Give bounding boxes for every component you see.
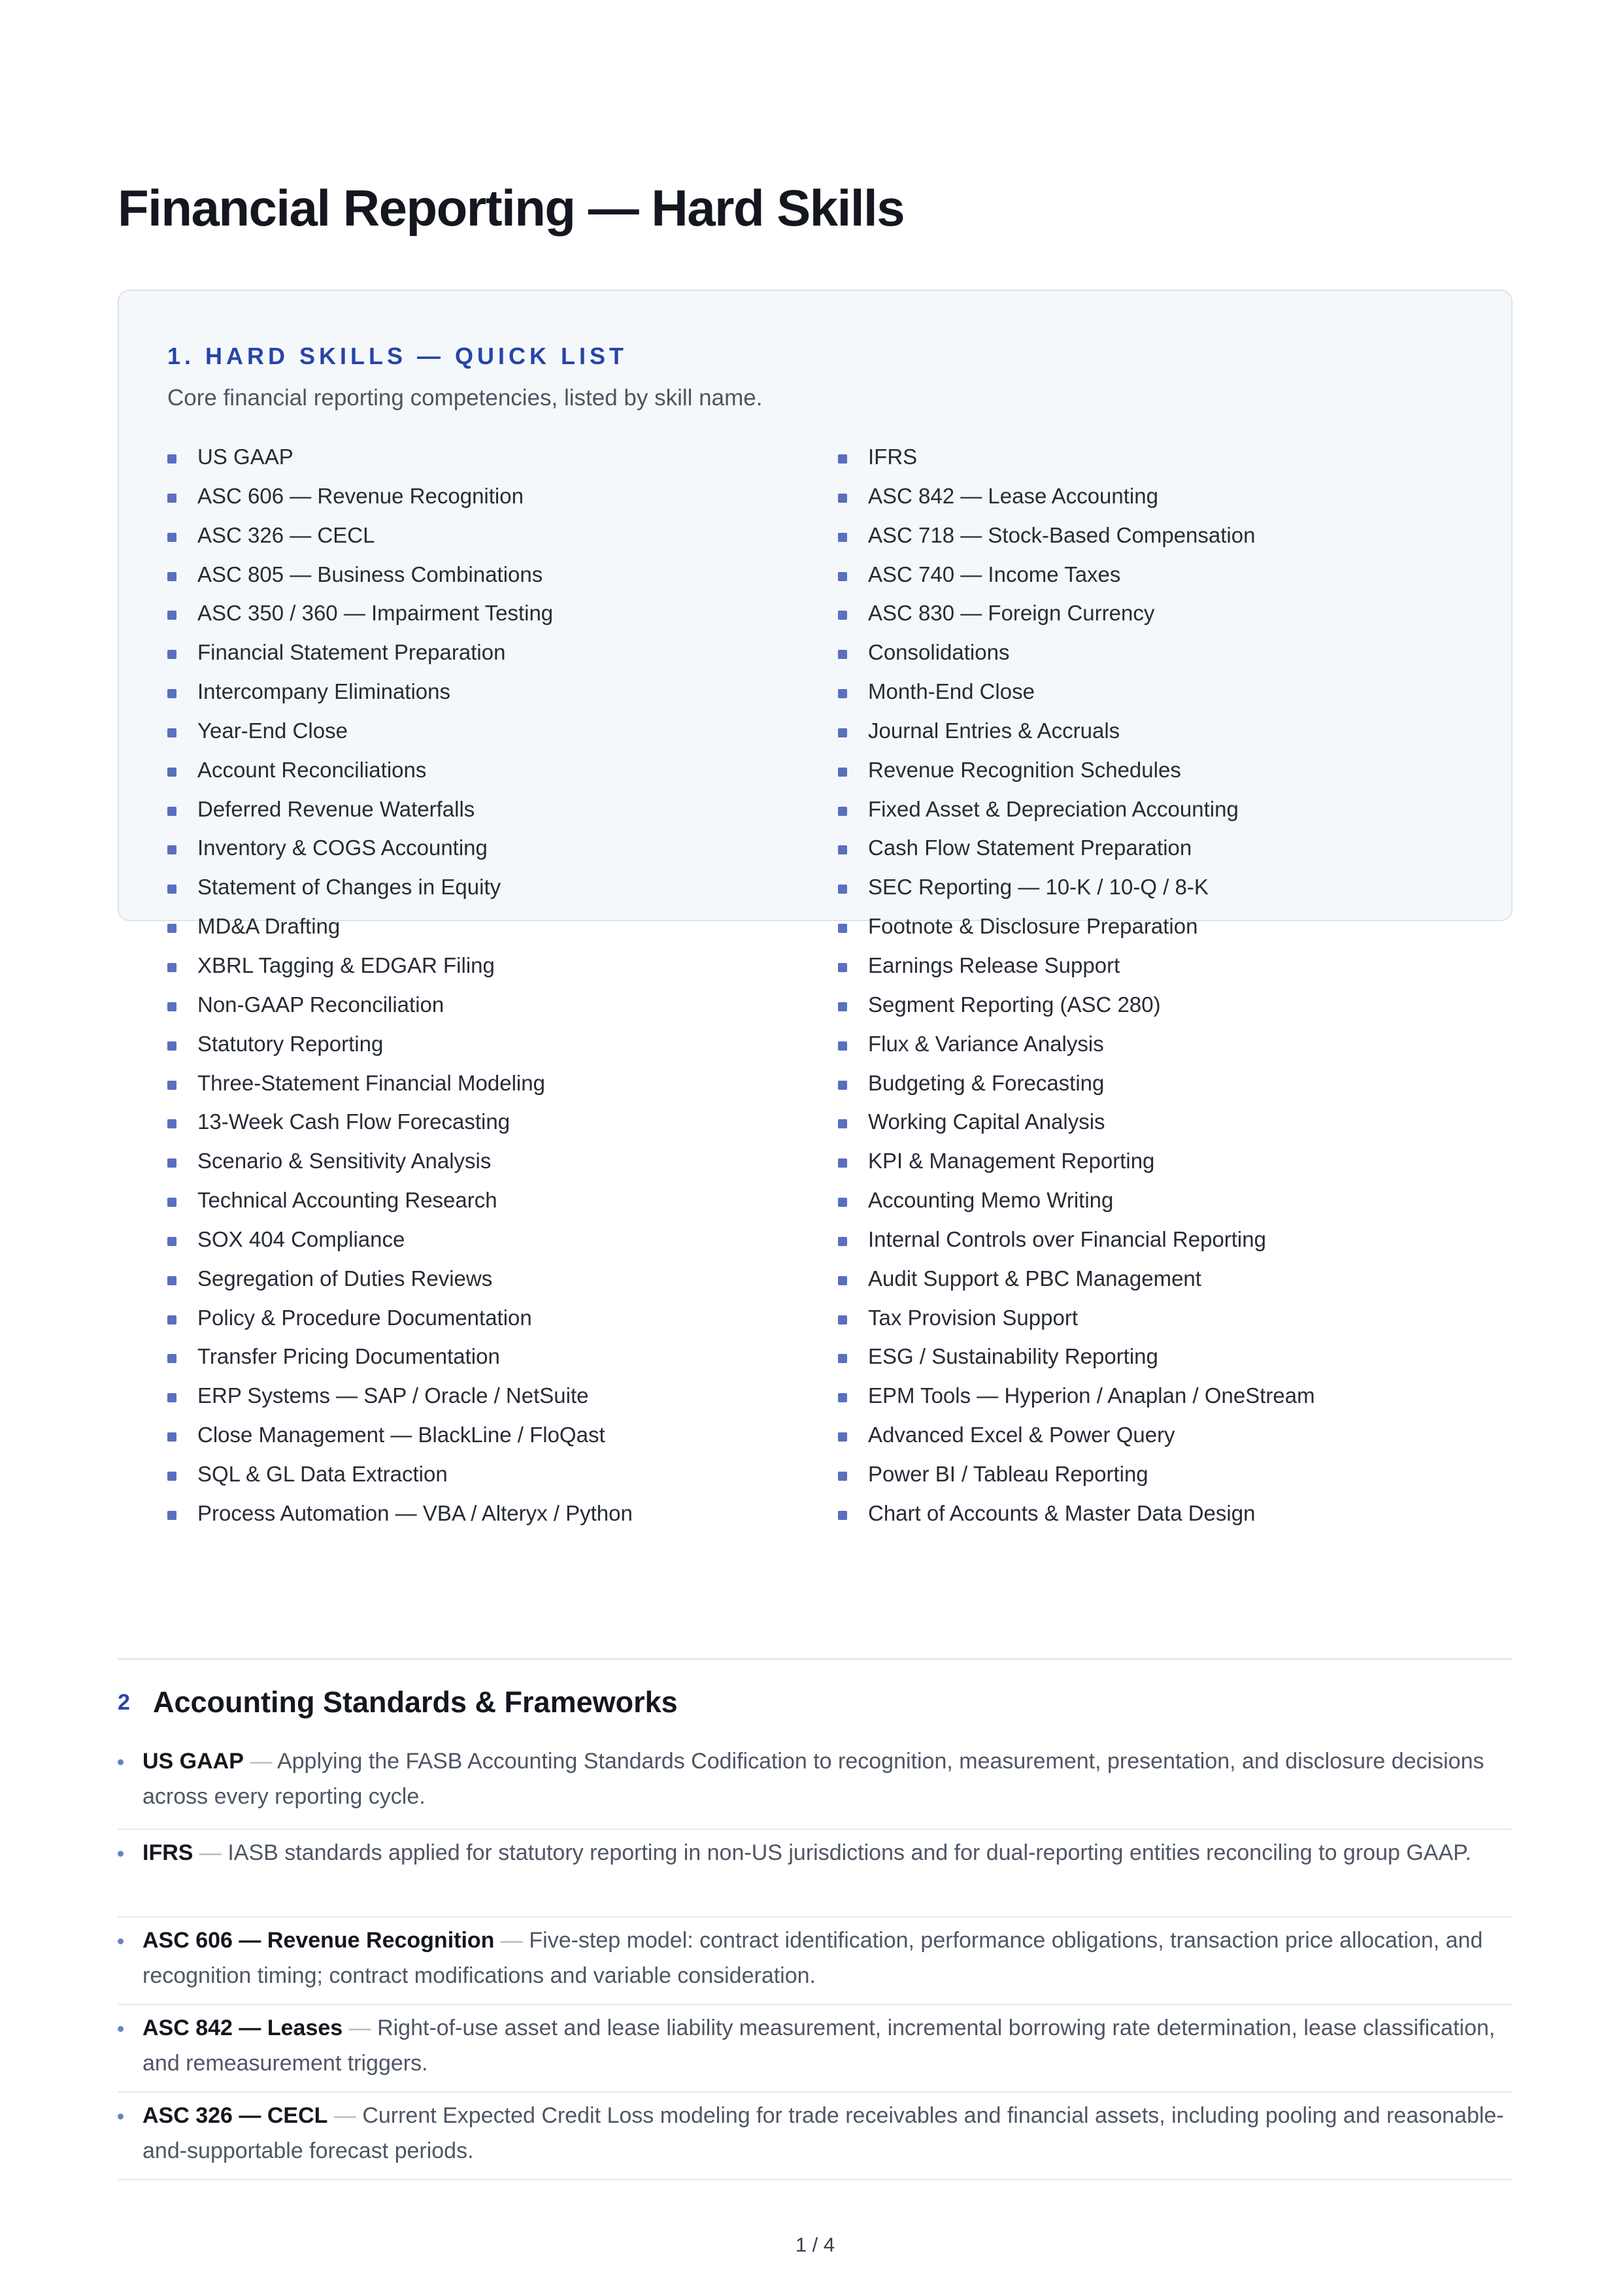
square-bullet-icon — [838, 1393, 847, 1402]
standard-term: ASC 842 — Leases — [142, 2016, 343, 2040]
square-bullet-icon — [167, 1472, 176, 1481]
standards-definition-list — [118, 1742, 1513, 2180]
skill-item — [167, 1460, 795, 1499]
skill-item — [167, 873, 795, 912]
term-separator: — — [250, 1749, 273, 1774]
skill-item — [838, 1147, 1465, 1186]
square-bullet-icon — [838, 885, 847, 894]
square-bullet-icon — [167, 845, 176, 854]
square-bullet-icon — [838, 1237, 847, 1246]
square-bullet-icon — [838, 924, 847, 933]
skill-item — [167, 756, 795, 795]
square-bullet-icon — [167, 1315, 176, 1325]
skill-item — [838, 638, 1465, 677]
square-bullet-icon — [167, 885, 176, 894]
skill-label: Close Management — BlackLine / FloQast — [197, 1423, 605, 1447]
skill-item — [167, 1030, 795, 1069]
square-bullet-icon — [167, 533, 176, 542]
skill-label: SEC Reporting — 10-K / 10-Q / 8-K — [868, 875, 1209, 900]
skill-item — [838, 1069, 1465, 1108]
standard-definition-item — [118, 2093, 1513, 2180]
term-separator: — — [348, 2016, 371, 2040]
skills-right-column — [838, 443, 1465, 1538]
skill-item — [838, 1499, 1465, 1538]
skill-label: Month-End Close — [868, 679, 1035, 704]
standard-definition-item — [118, 1917, 1513, 2005]
skill-label: US GAAP — [197, 445, 293, 469]
skill-item — [838, 1264, 1465, 1304]
square-bullet-icon — [167, 1002, 176, 1011]
bullet-dot-icon — [118, 1938, 124, 1944]
standard-description: IASB standards applied for statutory reporting in non-US jurisdictions and for dual-reporting entities reconciling to group GAAP. — [227, 1840, 1471, 1865]
skill-label: Deferred Revenue Waterfalls — [197, 796, 475, 821]
square-bullet-icon — [838, 1432, 847, 1442]
square-bullet-icon — [167, 689, 176, 698]
skill-item — [838, 521, 1465, 560]
skill-label: Flux & Variance Analysis — [868, 1031, 1104, 1056]
square-bullet-icon — [838, 1315, 847, 1325]
square-bullet-icon — [838, 572, 847, 581]
square-bullet-icon — [838, 611, 847, 620]
skill-item — [167, 912, 795, 951]
skill-item — [838, 834, 1465, 873]
section-title: Accounting Standards & Frameworks — [153, 1685, 678, 1719]
skill-item — [838, 1342, 1465, 1381]
standard-description: Applying the FASB Accounting Standards Codification to recognition, measurement, presentation, and disclosure decisions across every reporting cycle. — [142, 1749, 1484, 1809]
skill-item — [167, 795, 795, 834]
quick-list-card — [118, 290, 1513, 1525]
skill-label: ERP Systems — SAP / Oracle / NetSuite — [197, 1383, 589, 1408]
skill-label: KPI & Management Reporting — [868, 1149, 1155, 1173]
skill-item — [838, 1225, 1465, 1264]
square-bullet-icon — [838, 689, 847, 698]
skill-item — [838, 599, 1465, 638]
square-bullet-icon — [167, 572, 176, 581]
bullet-dot-icon — [118, 2026, 124, 2032]
page-title: Financial Reporting — Hard Skills — [118, 179, 905, 237]
standard-term: IFRS — [142, 1840, 193, 1865]
skill-label: Account Reconciliations — [197, 757, 427, 782]
skill-label: Year-End Close — [197, 718, 348, 743]
skill-label: ESG / Sustainability Reporting — [868, 1344, 1158, 1369]
skill-label: Budgeting & Forecasting — [868, 1070, 1105, 1095]
skill-item — [167, 1421, 795, 1460]
skill-item — [167, 1107, 795, 1147]
skill-item — [167, 1499, 795, 1538]
skill-item — [167, 1264, 795, 1304]
standard-description: Right-of-use asset and lease liability measurement, incremental borrowing rate determination, lease classification, and remeasurement triggers. — [142, 2016, 1496, 2076]
skill-label: Statutory Reporting — [197, 1031, 384, 1056]
section-number: 2 — [118, 1689, 130, 1715]
standard-description: Current Expected Credit Loss modeling for trade receivables and financial assets, including pooling and reasonable-and-supportable forecast periods. — [142, 2103, 1504, 2163]
skill-label: Earnings Release Support — [868, 953, 1120, 977]
skill-label: Statement of Changes in Equity — [197, 875, 501, 900]
skill-label: 13-Week Cash Flow Forecasting — [197, 1109, 510, 1134]
skill-item — [838, 912, 1465, 951]
skill-item — [838, 990, 1465, 1030]
skill-item — [838, 951, 1465, 990]
square-bullet-icon — [838, 728, 847, 737]
square-bullet-icon — [167, 1198, 176, 1207]
skill-label: Non-GAAP Reconciliation — [197, 992, 444, 1017]
skill-label: Footnote & Disclosure Preparation — [868, 914, 1198, 939]
skill-item — [838, 443, 1465, 482]
skill-label: Inventory & COGS Accounting — [197, 836, 488, 860]
square-bullet-icon — [167, 924, 176, 933]
bullet-dot-icon — [118, 2114, 124, 2119]
skill-item — [167, 717, 795, 756]
square-bullet-icon — [167, 807, 176, 816]
skill-item — [167, 599, 795, 638]
skill-item — [167, 1225, 795, 1264]
square-bullet-icon — [167, 728, 176, 737]
document-page — [118, 0, 1513, 2296]
term-separator: — — [199, 1840, 222, 1865]
bullet-dot-icon — [118, 1851, 124, 1857]
quick-list-heading: 1. HARD SKILLS — QUICK LIST — [167, 343, 628, 369]
square-bullet-icon — [167, 454, 176, 464]
skill-label: Cash Flow Statement Preparation — [868, 836, 1192, 860]
skill-label: XBRL Tagging & EDGAR Filing — [197, 953, 495, 977]
skill-label: EPM Tools — Hyperion / Anaplan / OneStream — [868, 1383, 1315, 1408]
square-bullet-icon — [167, 1393, 176, 1402]
section-2-header — [118, 1683, 678, 1722]
skill-item — [167, 560, 795, 599]
skill-label: ASC 842 — Lease Accounting — [868, 483, 1158, 508]
skill-label: Tax Provision Support — [868, 1305, 1078, 1330]
skill-label: Audit Support & PBC Management — [868, 1266, 1201, 1291]
skill-label: Three-Statement Financial Modeling — [197, 1070, 545, 1095]
square-bullet-icon — [838, 454, 847, 464]
skill-item — [838, 677, 1465, 717]
skill-item — [838, 717, 1465, 756]
skill-label: ASC 350 / 360 — Impairment Testing — [197, 601, 554, 626]
skill-item — [167, 1381, 795, 1421]
skill-label: Chart of Accounts & Master Data Design — [868, 1500, 1256, 1525]
square-bullet-icon — [167, 494, 176, 503]
square-bullet-icon — [167, 1511, 176, 1520]
skill-item — [838, 1460, 1465, 1499]
skill-label: Journal Entries & Accruals — [868, 718, 1120, 743]
skill-label: Process Automation — VBA / Alteryx / Python — [197, 1500, 633, 1525]
skill-label: Advanced Excel & Power Query — [868, 1423, 1175, 1447]
square-bullet-icon — [838, 494, 847, 503]
skill-label: Internal Controls over Financial Reporting — [868, 1226, 1266, 1251]
skill-item — [167, 1186, 795, 1225]
skill-label: Policy & Procedure Documentation — [197, 1305, 532, 1330]
square-bullet-icon — [838, 963, 847, 972]
square-bullet-icon — [167, 650, 176, 659]
skill-item — [167, 521, 795, 560]
square-bullet-icon — [167, 1158, 176, 1168]
square-bullet-icon — [167, 1354, 176, 1363]
standard-term: US GAAP — [142, 1749, 244, 1774]
skill-label: SQL & GL Data Extraction — [197, 1461, 448, 1486]
skill-label: Financial Statement Preparation — [197, 640, 506, 665]
square-bullet-icon — [167, 1041, 176, 1051]
skill-item — [838, 1107, 1465, 1147]
skill-item — [167, 677, 795, 717]
standard-definition-item — [118, 1830, 1513, 1917]
skill-item — [838, 1030, 1465, 1069]
skill-label: SOX 404 Compliance — [197, 1226, 405, 1251]
term-separator: — — [500, 1928, 523, 1953]
square-bullet-icon — [167, 1237, 176, 1246]
skill-label: Technical Accounting Research — [197, 1188, 497, 1213]
skill-item — [167, 1069, 795, 1108]
square-bullet-icon — [167, 1081, 176, 1090]
standard-description: Five-step model: contract identification, performance obligations, transaction price allocation, and recognition timing; contract modifications and variable consideration. — [142, 1928, 1483, 1988]
standard-definition-item — [118, 1742, 1513, 1830]
skill-item — [838, 873, 1465, 912]
skill-label: IFRS — [868, 445, 918, 469]
skill-item — [838, 795, 1465, 834]
skill-label: ASC 830 — Foreign Currency — [868, 601, 1155, 626]
skill-label: Segment Reporting (ASC 280) — [868, 992, 1161, 1017]
square-bullet-icon — [838, 1158, 847, 1168]
skill-label: ASC 606 — Revenue Recognition — [197, 483, 524, 508]
term-separator: — — [333, 2103, 356, 2128]
skill-label: ASC 718 — Stock-Based Compensation — [868, 522, 1256, 547]
skill-label: Power BI / Tableau Reporting — [868, 1461, 1148, 1486]
square-bullet-icon — [838, 1119, 847, 1128]
page-number: 1 / 4 — [795, 2233, 835, 2256]
square-bullet-icon — [838, 1511, 847, 1520]
skill-item — [838, 1304, 1465, 1343]
square-bullet-icon — [838, 1472, 847, 1481]
square-bullet-icon — [838, 1002, 847, 1011]
square-bullet-icon — [838, 650, 847, 659]
skill-item — [838, 560, 1465, 599]
skill-label: Segregation of Duties Reviews — [197, 1266, 493, 1291]
skill-item — [167, 990, 795, 1030]
standard-term: ASC 606 — Revenue Recognition — [142, 1928, 495, 1953]
skill-label: ASC 805 — Business Combinations — [197, 562, 543, 586]
skill-item — [838, 756, 1465, 795]
skill-label: Accounting Memo Writing — [868, 1188, 1114, 1213]
bullet-dot-icon — [118, 1759, 124, 1765]
skill-item — [167, 1342, 795, 1381]
skill-item — [838, 1421, 1465, 1460]
skill-label: Fixed Asset & Depreciation Accounting — [868, 796, 1239, 821]
square-bullet-icon — [167, 1276, 176, 1285]
skill-item — [838, 1186, 1465, 1225]
square-bullet-icon — [167, 1119, 176, 1128]
section-divider — [118, 1658, 1513, 1660]
skill-item — [838, 482, 1465, 521]
square-bullet-icon — [838, 1354, 847, 1363]
square-bullet-icon — [838, 1041, 847, 1051]
skill-item — [167, 1147, 795, 1186]
standard-definition-item — [118, 2005, 1513, 2093]
skill-item — [167, 834, 795, 873]
skill-item — [167, 1304, 795, 1343]
square-bullet-icon — [838, 845, 847, 854]
skill-label: ASC 326 — CECL — [197, 522, 375, 547]
skill-item — [167, 443, 795, 482]
skill-label: Consolidations — [868, 640, 1010, 665]
skill-label: Revenue Recognition Schedules — [868, 757, 1181, 782]
square-bullet-icon — [838, 1198, 847, 1207]
skill-label: Working Capital Analysis — [868, 1109, 1105, 1134]
square-bullet-icon — [838, 807, 847, 816]
skill-label: ASC 740 — Income Taxes — [868, 562, 1121, 586]
skill-label: Transfer Pricing Documentation — [197, 1344, 500, 1369]
skill-item — [838, 1381, 1465, 1421]
square-bullet-icon — [167, 963, 176, 972]
square-bullet-icon — [838, 1081, 847, 1090]
quick-list-subtitle: Core financial reporting competencies, listed by skill name. — [167, 385, 763, 411]
square-bullet-icon — [838, 768, 847, 777]
square-bullet-icon — [838, 1276, 847, 1285]
standard-term: ASC 326 — CECL — [142, 2103, 328, 2128]
skill-label: Scenario & Sensitivity Analysis — [197, 1149, 492, 1173]
square-bullet-icon — [838, 533, 847, 542]
skill-label: MD&A Drafting — [197, 914, 341, 939]
square-bullet-icon — [167, 611, 176, 620]
square-bullet-icon — [167, 768, 176, 777]
skill-item — [167, 482, 795, 521]
skills-left-column — [167, 443, 795, 1538]
square-bullet-icon — [167, 1432, 176, 1442]
skill-item — [167, 638, 795, 677]
skill-label: Intercompany Eliminations — [197, 679, 451, 704]
skill-item — [167, 951, 795, 990]
